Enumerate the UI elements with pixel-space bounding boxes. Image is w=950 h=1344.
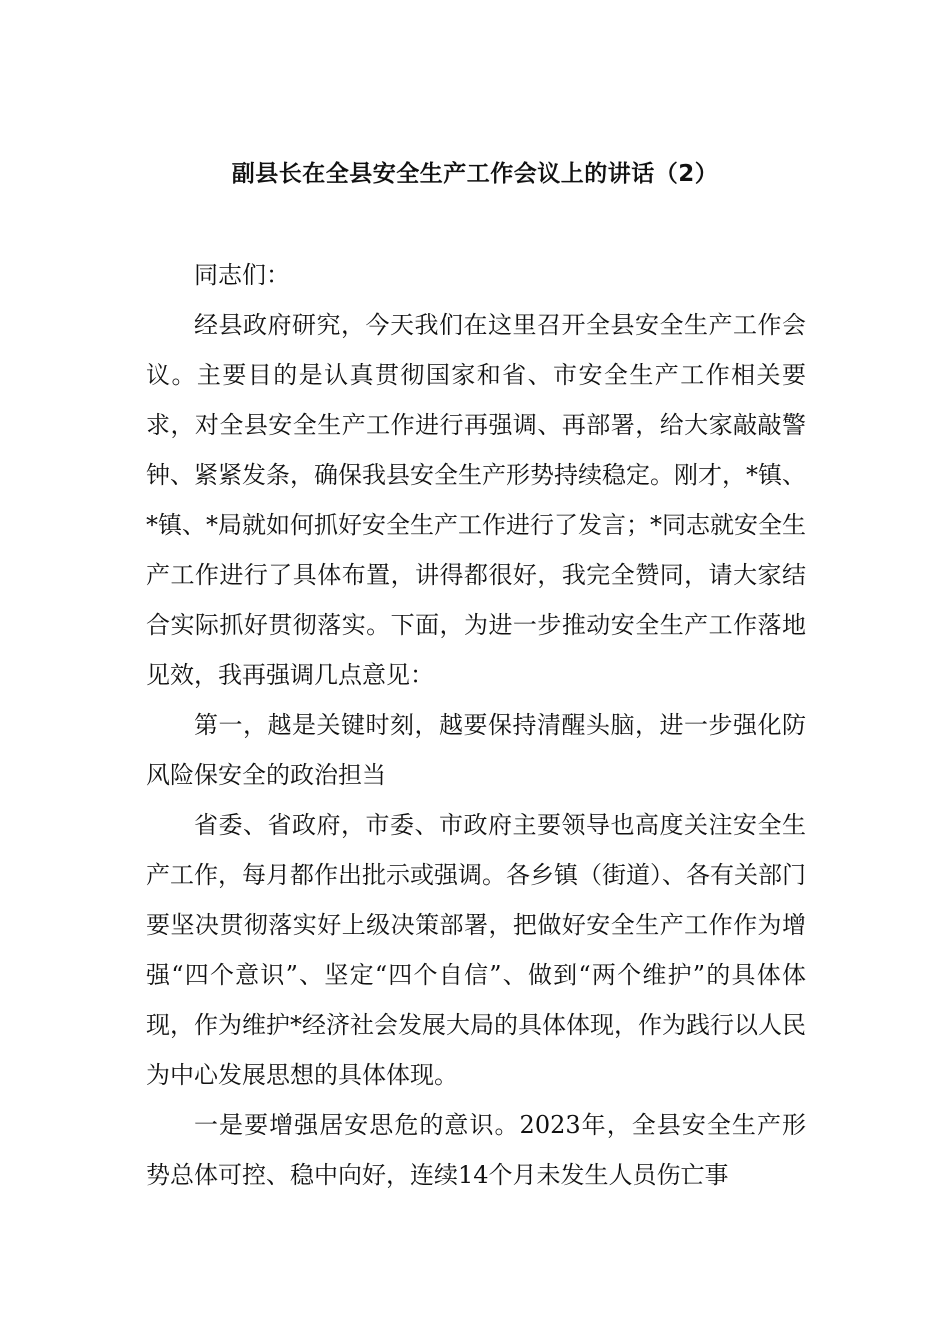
document-body — [146, 250, 806, 1200]
intro-paragraph: 经县政府研究，今天我们在这里召开全县安全生产工作会议。主要目的是认真贯彻国家和省、市安全生产工作相关要求，对全县安全生产工作进行再强调、再部署，给大家敲敲警钟、紧紧发条，确保我县安全生产形势持续稳定。刚才，*镇、*镇、*局就如何抓好安全生产工作进行了发言；*同志就安全生产工作进行了具体布置，讲得都很好，我完全赞同，请大家结合实际抓好贯彻落实。下面，为进一步推动安全生产工作落地见效，我再强调几点意见： — [146, 311, 806, 689]
section-paragraph-1: 省委、省政府，市委、市政府主要领导也高度关注安全生产工作，每月都作出批示或强调。各乡镇（街道）、各有关部门要坚决贯彻落实好上级决策部署，把做好安全生产工作作为增强“四个意识”、坚定“四个自信”、做到“两个维护”的具体体现，作为维护*经济社会发展大局的具体体现，作为践行以人民为中心发展思想的具体体现。 — [146, 811, 806, 1089]
section-heading-1: 第一，越是关键时刻，越要保持清醒头脑，进一步强化防风险保安全的政治担当 — [146, 711, 806, 789]
document-title: 副县长在全县安全生产工作会议上的讲话（2） — [231, 161, 719, 187]
point-paragraph-1: 一是要增强居安思危的意识。2023年，全县安全生产形势总体可控、稳中向好，连续14个月未发生人员伤亡事 — [146, 1111, 806, 1189]
salutation-paragraph: 同志们： — [194, 261, 290, 289]
